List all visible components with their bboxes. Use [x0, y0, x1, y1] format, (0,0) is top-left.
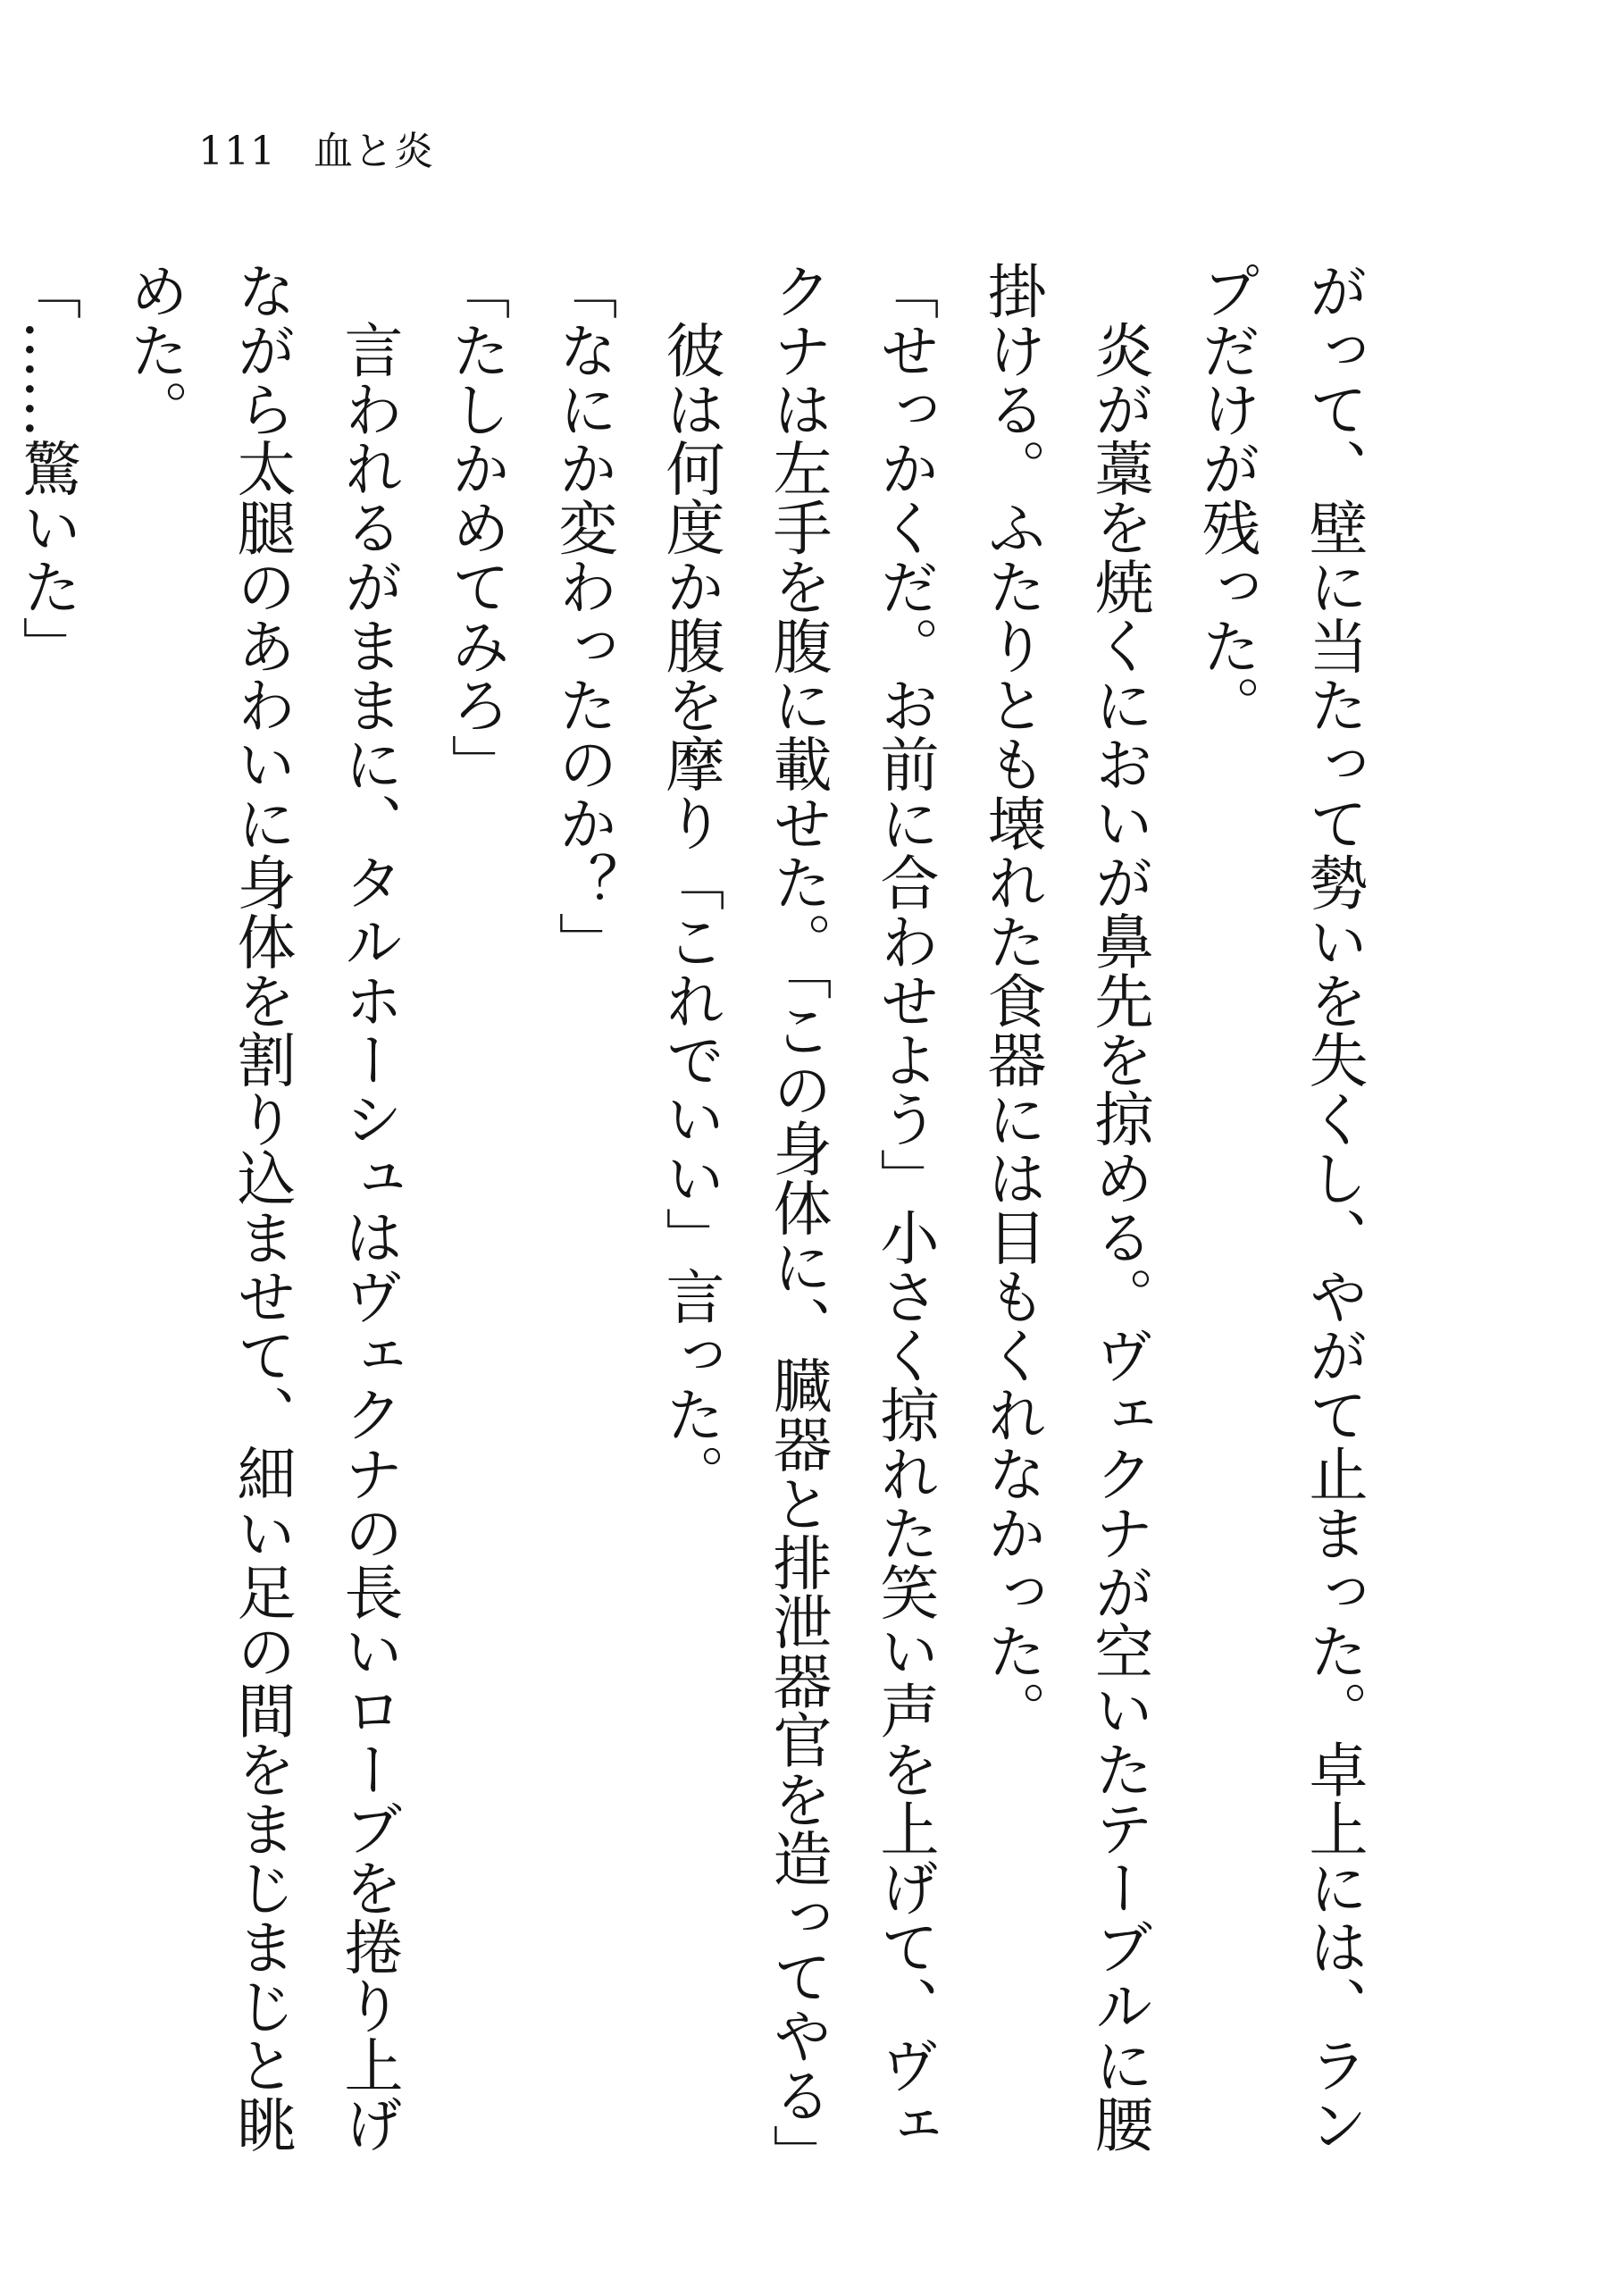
paragraph: がって、壁に当たって勢いを失くし、やがて止まった。卓上には、ランプだけが残った。	[1192, 261, 1368, 2154]
paragraph: 言われるがままに、タルホーシュはヴェクナの長いローブを捲り上げながら太腿のあわいに身体を割り込ませて、細い足の間をまじまじと眺めた。	[120, 261, 403, 2154]
paragraph: 「……驚いた」	[13, 261, 81, 675]
paragraph: 「なにか変わったのか？」	[548, 261, 617, 971]
paragraph: 炎が藁を焼くにおいが鼻先を掠める。ヴェクナが空いたテーブルに腰掛ける。ふたりとも壊れた食器には目もくれなかった。	[977, 261, 1153, 2154]
running-head	[198, 129, 434, 174]
paragraph: 彼は何度か腹を摩り「これでいい」言った。	[656, 320, 724, 1503]
paragraph: 「せっかくだ。お前に合わせよう」小さく掠れた笑い声を上げて、ヴェクナは左手を腹に載せた。「この身体に、臓器と排泄器官を造ってやる」	[763, 261, 939, 2183]
body-text	[0, 261, 1386, 2183]
paragraph: 「たしかめてみろ」	[441, 261, 510, 793]
page-number: 111	[198, 129, 276, 174]
chapter-title: 血と炎	[313, 129, 434, 174]
